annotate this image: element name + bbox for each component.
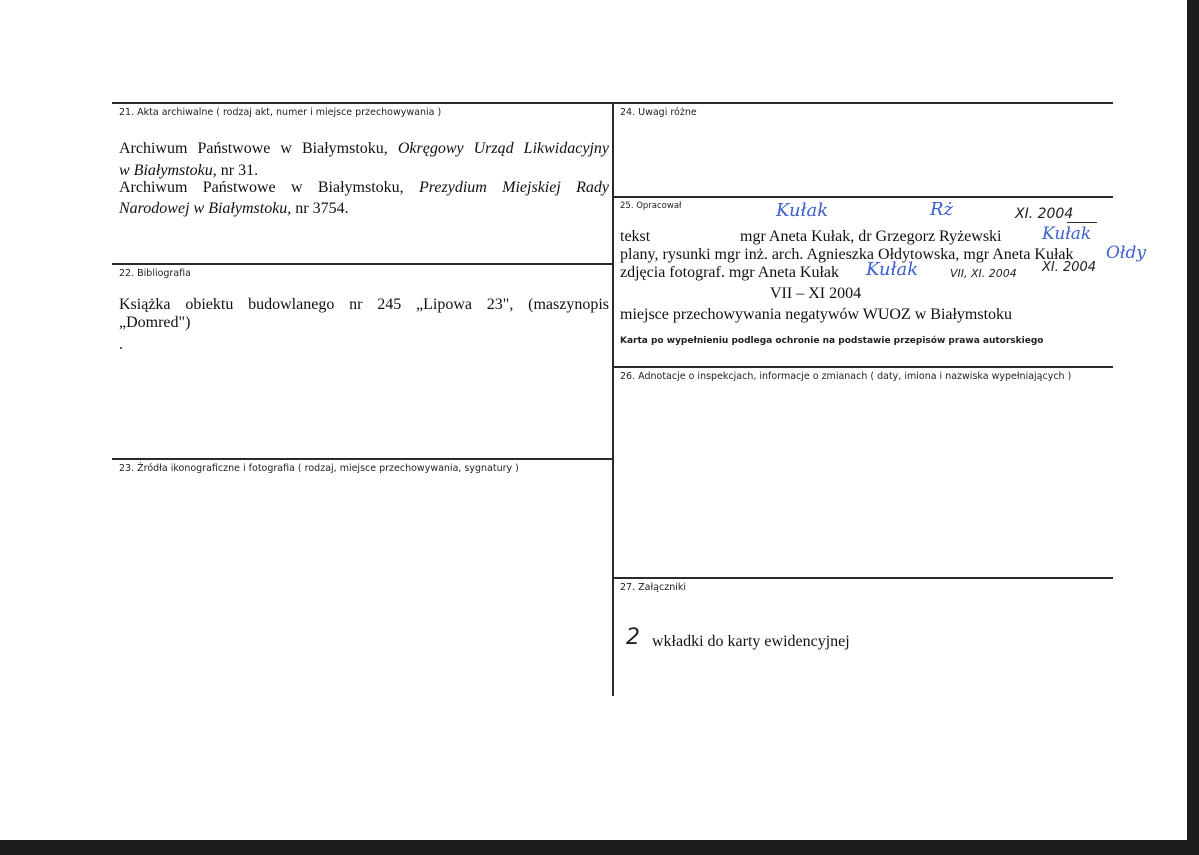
section-22-line-2: „Domred") [119,314,191,331]
scan-edge-bottom [0,840,1199,855]
section-27-label: 27. Załączniki [620,582,686,593]
section-25-tekst-authors: mgr Aneta Kułak, dr Grzegorz Ryżewski [740,228,1002,245]
signature-oldytowska: Ołdy [1106,243,1146,263]
section-22-line-3: . [119,336,123,353]
signature-kulak-2: Kułak [1042,224,1092,244]
section-22-label: 22. Bibliografia [119,268,191,279]
section-25-tekst-label: tekst [620,228,651,245]
section-26-label: 26. Adnotacje o inspekcjach, informacje o zmianach ( daty, imiona i nazwiska wypełniających ) [620,371,1072,382]
signature-kulak-1: Kułak [776,200,829,221]
rule-center-vertical [612,102,614,696]
handwritten-date-3: XI. 2004 [1042,260,1097,275]
section-25-label: 25. Opracował [620,201,682,211]
scan-edge-right [1187,0,1199,855]
section-21-line-1: Archiwum Państwowe w Białymstoku, Okręgowy Urząd Likwidacyjny [119,140,609,157]
section-24-label: 24. Uwagi różne [620,107,697,118]
signature-ryzewski: Rż [930,199,954,220]
section-21-line-4: Narodowej w Białymstoku, nr 3754. [119,200,349,217]
section-25-miejsce: miejsce przechowywania negatywów WUOZ w Białymstoku [620,306,1013,323]
section-25-zdjecia: zdjęcia fotograf. mgr Aneta Kułak [620,264,840,281]
section-23-label: 23. Źródła ikonograficzne i fotografia ( rodzaj, miejsce przechowywania, sygnatury ) [119,463,519,474]
section-25-plany: plany, rysunki mgr inż. arch. Agnieszka Ołdytowska, mgr Aneta Kułak [620,246,1074,263]
section-21-label: 21. Akta archiwalne ( rodzaj akt, numer i miejsce przechowywania ) [119,107,442,118]
section-25-dates: VII – XI 2004 [770,285,862,302]
signature-kulak-3: Kułak [866,259,919,280]
section-21-line-2: w Białymstoku, nr 31. [119,162,259,179]
handwritten-date-1: XI. 2004 [1015,206,1074,222]
rule-25-26 [613,366,1113,368]
rule-26-27 [613,577,1113,579]
rule-24-25 [613,196,1113,198]
section-21-line-3: Archiwum Państwowe w Białymstoku, Prezydium Miejskiej Rady [119,179,609,196]
attachment-count: 2 [626,625,640,650]
handwritten-date-2: VII, XI. 2004 [950,267,1017,280]
handwritten-underline [1067,222,1097,223]
rule-22-23 [112,458,613,460]
section-22-line-1: Książka obiektu budowlanego nr 245 „Lipowa 23", (maszynopis [119,296,609,313]
attachment-text: wkładki do karty ewidencyjnej [652,633,850,650]
rule-21-22 [112,263,613,265]
section-25-copyright-note: Karta po wypełnieniu podlega ochronie na podstawie przepisów prawa autorskiego [620,336,1044,346]
